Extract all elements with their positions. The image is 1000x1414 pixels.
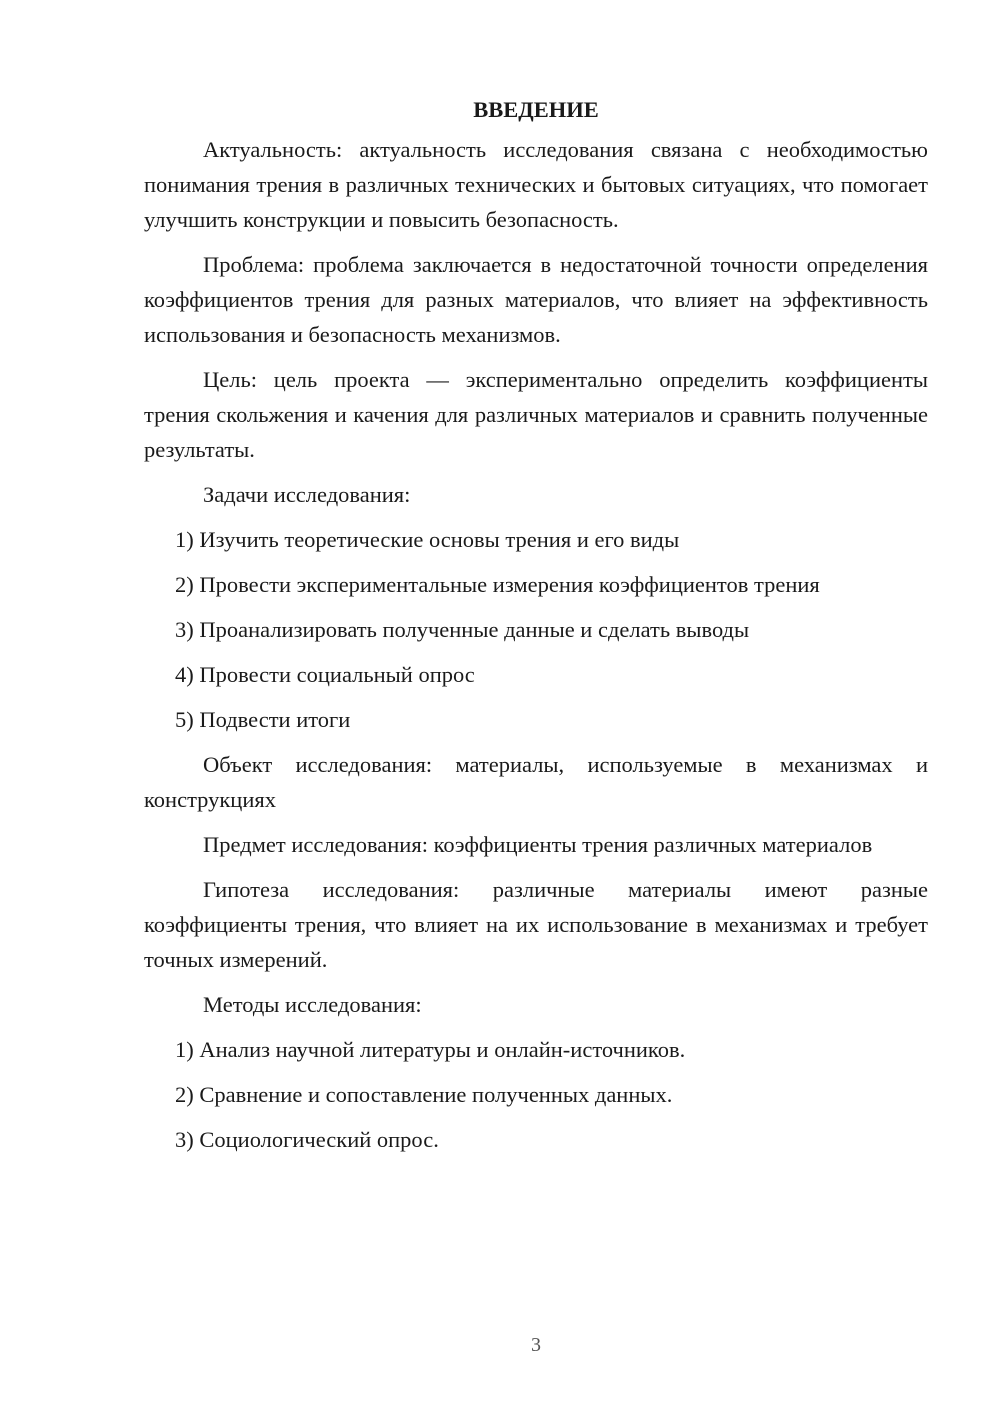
tasks-heading: Задачи исследования:	[203, 482, 411, 507]
hypothesis-paragraph: Гипотеза исследования: различные материалы имеют разные коэффициенты трения, что влияет на их использование в механизмах и требует точных измерений.	[144, 877, 928, 972]
task-item: 5) Подвести итоги	[175, 707, 351, 732]
method-item: 3) Социологический опрос.	[175, 1127, 439, 1152]
object-paragraph: Объект исследования: материалы, используемые в механизмах и конструкциях	[144, 752, 928, 812]
method-item: 1) Анализ научной литературы и онлайн-источников.	[175, 1037, 686, 1062]
problem-paragraph: Проблема: проблема заключается в недостаточной точности определения коэффициентов трения для разных материалов, что влияет на эффективность использования и безопасность механизмов.	[144, 252, 928, 347]
task-item: 4) Провести социальный опрос	[175, 662, 475, 687]
relevance-paragraph: Актуальность: актуальность исследования связана с необходимостью понимания трения в различных технических и бытовых ситуациях, что помогает улучшить конструкции и повысить безопасность.	[144, 137, 928, 232]
goal-paragraph: Цель: цель проекта — экспериментально определить коэффициенты трения скольжения и качения для различных материалов и сравнить полученные результаты.	[144, 367, 928, 462]
task-item: 3) Проанализировать полученные данные и сделать выводы	[175, 617, 750, 642]
page-number: 3	[531, 1334, 541, 1356]
methods-heading: Методы исследования:	[203, 992, 422, 1017]
page-title: ВВЕДЕНИЕ	[473, 97, 599, 122]
task-item: 1) Изучить теоретические основы трения и его виды	[175, 527, 680, 552]
task-item: 2) Провести экспериментальные измерения коэффициентов трения	[175, 572, 820, 597]
subject-paragraph: Предмет исследования: коэффициенты трения различных материалов	[203, 832, 873, 857]
document-body	[144, 92, 928, 1167]
methods-list	[144, 1032, 928, 1157]
tasks-list	[144, 522, 928, 737]
method-item: 2) Сравнение и сопоставление полученных данных.	[175, 1082, 673, 1107]
